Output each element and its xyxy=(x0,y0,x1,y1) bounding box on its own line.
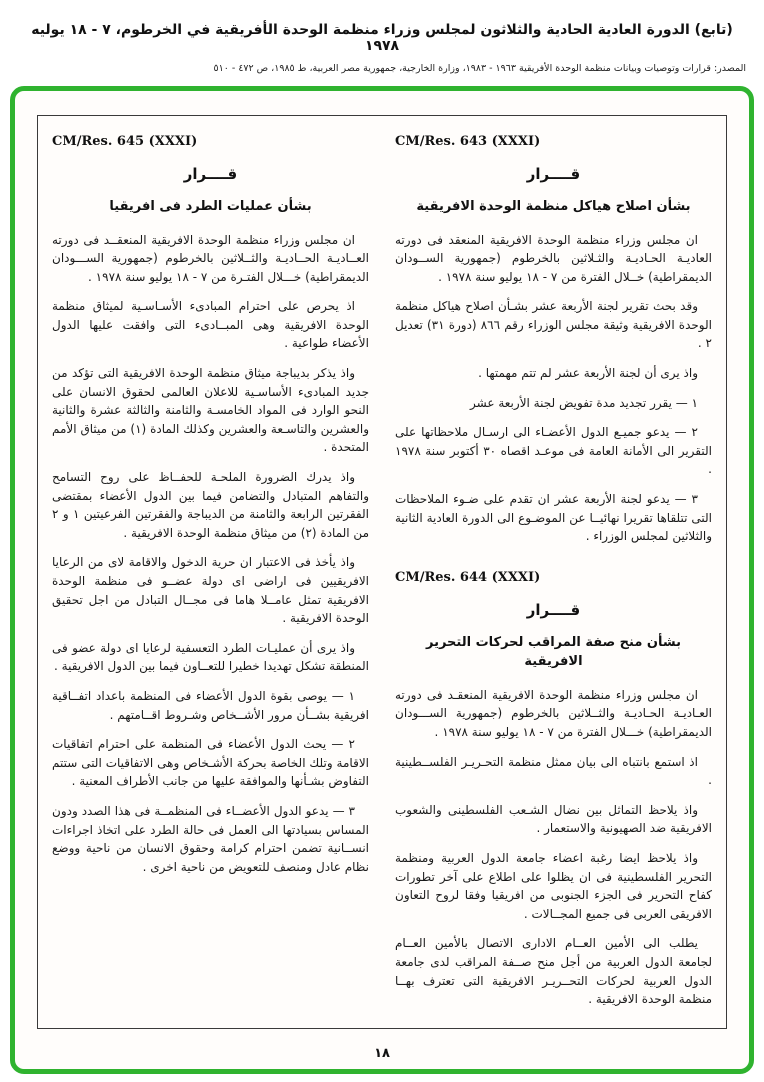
resolution-ref: CM/Res. 644 (XXXI) xyxy=(395,569,541,585)
paragraph: ان مجلس وزراء منظمة الوحدة الافريقية المنعقــد فى دورته العــاديـة الحــاديـة والثــلاثين بالخرطوم (جمهورية الســـودان الديمقراطية) خـــلال الفتـرة من ٧ - ١٨ يوليو سنة ١٩٧٨ . xyxy=(52,232,369,284)
header-source-line: المصدر: قرارات وتوصيات وبيانات منظمة الوحدة الأفريقية ١٩٦٣ - ١٩٨٣، وزارة الخارجية، جمهورية مصر العربية، ط ١٩٨٥، ص ٤٧٢ - ٥١٠ xyxy=(213,63,746,74)
paragraph: واذ يرى أن لجنة الأربعة عشر لم تتم مهمتها . xyxy=(478,366,698,381)
paragraph: واذ يذكر بديباجة ميثاق منظمة الوحدة الافريقية التى تؤكد من جديد المبادىء الأساسـية للاعلان العالمى لحقوق الانسان على النحو الوارد فى المواد الخامسـة والثامنة والثالثة عشرة والثانية والعشرين والتاسـعة والعشرين وكذلك المادة (١) من ميثاق الأمم المتحدة . xyxy=(52,366,369,455)
paragraph: ٢ — يدعو جميـع الدول الأعضـاء الى ارسـال ملاحظاتها على التقرير الى الأمانة العامة فى موعـد اقصاه ٣٠ أكتوبر سنة ١٩٧٨ . xyxy=(395,425,712,477)
paragraph: واذ يرى أن عمليـات الطرد التعسفية لرعايا اى دولة عضو فى المنطقة تشكل تهديدا خطيرا للتعــاون فيما بين الدول الافريقية . xyxy=(52,640,369,674)
resolution-ref: CM/Res. 645 (XXXI) xyxy=(52,134,198,149)
resolution-644 xyxy=(395,570,712,1009)
paragraph: ١ — يوصى بقوة الدول الأعضاء فى المنظمة باعداد اتفــاقية افريقية بشــأن مرور الأشــخاص وشـروط اقــامتهم . xyxy=(52,688,369,722)
paragraph: واذ يدرك الضرورة الملحـة للحفــاظ على روح التسامح والتفاهم المتبادل والتضامن فيما بين الدول الأعضاء بمقتضى الفقرتين الرابعة والثامنة من الديباجة والفقرتين الفرعيتين ١ و ٢ من المادة (٢) من ميثاق منظمة الوحدة الافريقية . xyxy=(52,470,369,540)
document-header xyxy=(0,0,764,74)
resolution-subject: بشأن عمليات الطرد فى افريقيا xyxy=(109,199,312,214)
green-frame xyxy=(10,86,754,1074)
paragraph: ان مجلس وزراء منظمة الوحدة الافريقية المنعقد فى دورته العاديـة الحـاديـة والثـلاثين بالخرطوم (جمهورية الســودان الديمقراطية) خــلال الفترة من ٧ - ١٨ يوليو سنة ١٩٧٨ . xyxy=(395,232,712,284)
resolution-645 xyxy=(52,134,369,876)
resolution-heading: قــــرار xyxy=(183,165,238,183)
column-right xyxy=(395,134,712,1018)
paragraph: ١ — يقرر تجديد مدة تفويض لجنة الأربعة عشر xyxy=(470,395,698,410)
resolution-ref: CM/Res. 643 (XXXI) xyxy=(395,134,541,149)
paragraph: ٣ — يدعو لجنة الأربعة عشر ان تقدم على ضـوء الملاحظات التى تتلقاها تقريرا نهائيــا عن الموضـوع الى الدورة العادية الثانية والثلاثين لمجلس الوزراء . xyxy=(395,492,712,544)
page-number: ١٨ xyxy=(374,1046,390,1061)
paragraph: واذ يأخذ فى الاعتبار ان حرية الدخول والاقامة لاى من الرعايا الافريقيين فى اراضى اى دولة عضــو فى منظمة الوحدة الافريقية تمثل عامــلا هاما فى مجــال التبادل من اجل تحقيق الوحدة الافريقية . xyxy=(52,555,369,626)
resolution-body xyxy=(395,231,712,546)
paragraph: ٢ — يحث الدول الأعضاء فى المنظمة على احترام اتفاقيات الاقامة وتلك الخاصة بحركة الأشـخاص وهى الاتفاقيات التى ستتم التفاوض بشـأنها والموافقة عليها من جانب الأطراف المعنية . xyxy=(52,737,369,789)
resolution-643 xyxy=(395,134,712,546)
header-title: (تابع) الدورة العادية الحادية والثلاثون لمجلس وزراء منظمة الوحدة الأفريقية في الخرطوم، ٧ - ١٨ يوليه ١٩٧٨ xyxy=(31,22,733,54)
resolution-heading: قــــرار xyxy=(526,600,581,619)
paragraph: ٣ — يدعو الدول الأعضــاء فى المنظمــة فى هذا الصدد ودون المساس بسيادتها الى العمل فى حالة الطرد على اتخاذ اجراءات انســانية تضمن احترام كرامة وحقوق الانسان من ناحية ووضع نظام عادل ومنصف للتعويض من ناحية اخرى . xyxy=(52,803,369,874)
paragraph: ان مجلس وزراء منظمة الوحدة الافريقية المنعقـد فى دورته العـاديـة الحـاديـة والثــلاثين بالخرطوم (جمهورية الســـودان الديمقراطية) خـــلال الفترة من ٧ - ١٨ يوليو سنة ١٩٧٨ . xyxy=(395,687,712,739)
paragraph: وقد بحث تقرير لجنة الأربعة عشر بشـأن اصلاح هياكل منظمة الوحدة الافريقية وثيقة مجلس الوزراء رقم ٨٦٦ (دورة ٣١) تعديل ٢ . xyxy=(395,299,712,351)
paragraph: واذ يلاحظ التماثل بين نضال الشـعب الفلسطينى والشعوب الافريقية ضد الصهيونية والاستعمار . xyxy=(395,802,712,836)
paragraph: يطلب الى الأمين العــام الادارى الاتصال بالأمين العــام لجامعة الدول العربية من أجل منح صــفة المراقب لدى جامعة الدول العربية لحركات التحــريـر الافريقية التى تعترف بهــا منظمة الوحدة الافريقية . xyxy=(395,936,712,1007)
column-left xyxy=(52,134,369,1018)
resolution-body xyxy=(395,686,712,1009)
resolution-subject: بشأن منح صفة المراقب لحركات التحرير الافريقية xyxy=(425,634,682,670)
resolution-heading: قــــرار xyxy=(526,165,581,183)
content-box xyxy=(37,115,727,1029)
paragraph: اذ استمع بانتباه الى بيان ممثل منظمة التحـريـر الفلســطينية . xyxy=(395,754,712,788)
paragraph: اذ يحرص على احترام المبادىء الأسـاسـية لميثاق منظمة الوحدة الافريقية وهى المبــادىء التى وافقت عليها الدول الأعضاء طواعية . xyxy=(52,299,369,351)
two-column-layout xyxy=(52,134,712,1018)
resolution-subject: بشأن اصلاح هياكل منظمة الوحدة الافريقية xyxy=(416,199,691,214)
paragraph: واذ يلاحظ ايضا رغبة اعضاء جامعة الدول العربية ومنظمة التحرير الفلسطينية فى ان يظلوا على اطلاع على آخر تطورات كفاح التحرير فى الجزء الجنوبى من افريقيا وفقا لروح التعاون الافريقى العربى فى جميع المجــالات . xyxy=(395,850,712,921)
resolution-body xyxy=(52,231,369,877)
